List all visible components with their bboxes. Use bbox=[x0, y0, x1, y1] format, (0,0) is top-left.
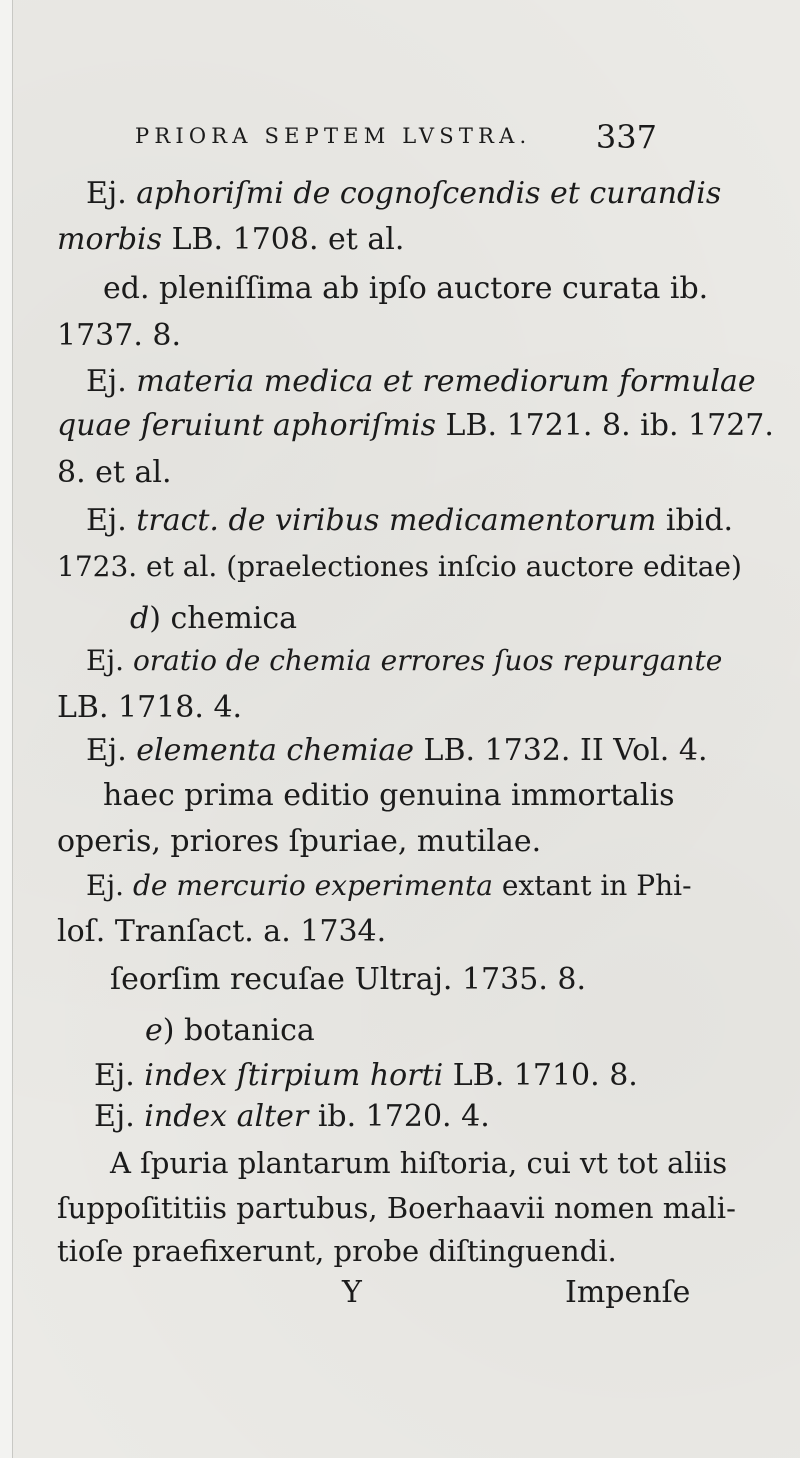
entry-marker: Ej. bbox=[94, 1099, 135, 1134]
section-heading-botanica bbox=[145, 1013, 315, 1049]
text-line-23: ſuppoſititiis partubus, Boerhaavii nomen mali- bbox=[57, 1191, 736, 1225]
page-header bbox=[135, 118, 657, 158]
entry-title: materia medica et remediorum formulae bbox=[136, 364, 756, 399]
entry-marker: Ej. bbox=[86, 644, 125, 677]
text-line-24: tioſe praefixerunt, probe diſtinguendi. bbox=[57, 1234, 617, 1268]
text-line-5 bbox=[86, 364, 756, 400]
text-line-16 bbox=[86, 868, 692, 904]
entry-title: aphoriſmi de cognoſcendis et curandis bbox=[136, 176, 722, 211]
text-line-17: loſ. Tranſact. a. 1734. bbox=[57, 914, 387, 949]
catchword: Impenſe bbox=[565, 1275, 691, 1310]
entry-title: index alter bbox=[144, 1099, 309, 1134]
text-line-8 bbox=[86, 503, 733, 539]
entry-imprint: LB. 1710. 8. bbox=[452, 1058, 638, 1093]
entry-title-cont: quae ſeruiunt aphoriſmis bbox=[57, 408, 436, 443]
entry-imprint: LB. 1721. 8. ib. 1727. bbox=[445, 408, 774, 443]
entry-title: index ſtirpium horti bbox=[144, 1058, 444, 1093]
text-line-15: operis, priores ſpuriae, mutilae. bbox=[57, 824, 542, 859]
text-line-21 bbox=[94, 1099, 490, 1135]
entry-title: oratio de chemia errores ſuos repurgante bbox=[132, 644, 723, 677]
section-letter: d bbox=[130, 601, 150, 636]
entry-imprint: LB. 1732. II Vol. 4. bbox=[423, 733, 708, 768]
text-line-13 bbox=[86, 733, 707, 769]
entry-title-cont: morbis bbox=[57, 222, 163, 257]
text-line-18: ſeorſim recuſae Ultraj. 1735. 8. bbox=[110, 962, 587, 997]
entry-title: elementa chemiae bbox=[136, 733, 414, 768]
text-line-22: A ſpuria plantarum hiſtoria, cui vt tot aliis bbox=[110, 1146, 728, 1180]
text-line-7: 8. et al. bbox=[57, 455, 172, 490]
entry-marker: Ej. bbox=[86, 176, 127, 211]
text-line-6 bbox=[57, 408, 774, 444]
entry-marker: Ej. bbox=[86, 364, 127, 399]
text-line-14: haec prima editio genuina immortalis bbox=[103, 778, 675, 813]
text-line-9: 1723. et al. (praelectiones inſcio auctore editae) bbox=[57, 550, 742, 583]
entry-imprint: LB. 1708. et al. bbox=[171, 222, 405, 257]
section-heading-chemica bbox=[130, 601, 297, 637]
entry-title: de mercurio experimenta bbox=[132, 869, 493, 902]
signature-mark: Y bbox=[342, 1275, 362, 1310]
entry-imprint: ibid. bbox=[665, 503, 734, 538]
entry-imprint: extant in Phi- bbox=[501, 869, 692, 902]
section-letter: e bbox=[145, 1013, 163, 1048]
section-label: ) chemica bbox=[149, 601, 298, 636]
entry-imprint: ib. 1720. 4. bbox=[317, 1099, 490, 1134]
text-line-3: ed. pleniſſima ab ipſo auctore curata ib. bbox=[103, 271, 709, 306]
text-line-4: 1737. 8. bbox=[57, 318, 182, 353]
section-label: ) botanica bbox=[162, 1013, 315, 1048]
page-edge bbox=[0, 0, 13, 1458]
text-line-12: LB. 1718. 4. bbox=[57, 690, 243, 725]
entry-marker: Ej. bbox=[86, 733, 127, 768]
entry-marker: Ej. bbox=[86, 503, 127, 538]
running-title: PRIORA SEPTEM LVSTRA. bbox=[135, 124, 532, 148]
text-line-2 bbox=[57, 222, 404, 258]
text-line-11 bbox=[86, 643, 722, 679]
text-line-20 bbox=[94, 1058, 638, 1094]
page-number: 337 bbox=[595, 118, 657, 156]
entry-marker: Ej. bbox=[86, 869, 125, 902]
entry-marker: Ej. bbox=[94, 1058, 135, 1093]
entry-title: tract. de viribus medicamentorum bbox=[136, 503, 657, 538]
text-line-1 bbox=[86, 176, 722, 212]
